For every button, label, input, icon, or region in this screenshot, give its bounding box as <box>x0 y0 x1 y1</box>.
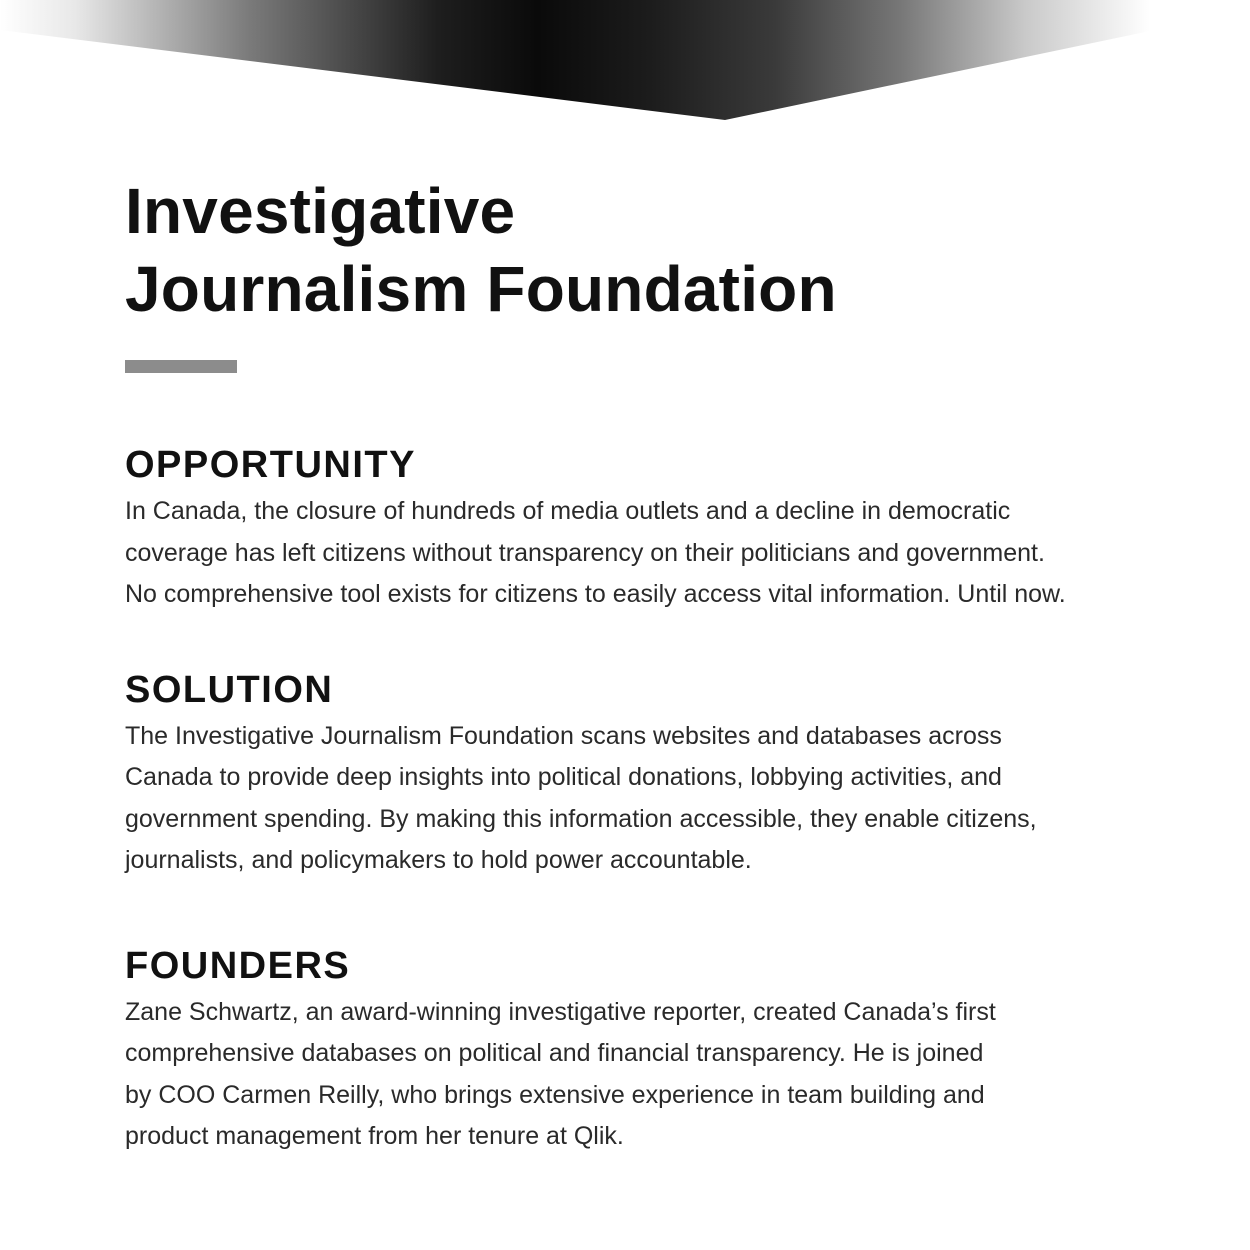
document-content <box>125 172 1155 1158</box>
title-line-2: Journalism Foundation <box>125 253 837 325</box>
section-founders <box>125 942 1155 1158</box>
body-line: In Canada, the closure of hundreds of media outlets and a decline in democratic <box>125 497 1011 525</box>
page-title <box>125 172 1155 328</box>
body-line: product management from her tenure at Qlik. <box>125 1122 624 1150</box>
section-body <box>125 992 1155 1158</box>
section-heading: FOUNDERS <box>125 944 351 987</box>
body-line: government spending. By making this information accessible, they enable citizens, <box>125 804 1037 833</box>
body-line: by COO Carmen Reilly, who brings extensive experience in team building and <box>125 1080 985 1109</box>
body-line: journalists, and policymakers to hold power accountable. <box>125 846 752 874</box>
top-gradient-banner <box>0 0 1250 120</box>
section-solution <box>125 666 1155 882</box>
body-line: comprehensive databases on political and financial transparency. He is joined <box>125 1039 984 1067</box>
body-line: No comprehensive tool exists for citizens to easily access vital information. Until now. <box>125 580 1066 608</box>
body-line: Canada to provide deep insights into political donations, lobbying activities, and <box>125 763 1002 791</box>
section-body <box>125 716 1155 882</box>
title-line-1: Investigative <box>125 175 516 247</box>
body-line: Zane Schwartz, an award-winning investigative reporter, created Canada’s first <box>125 997 996 1026</box>
section-heading: OPPORTUNITY <box>125 444 416 486</box>
section-body <box>125 491 1155 616</box>
section-opportunity <box>125 441 1155 616</box>
body-line: coverage has left citizens without transparency on their politicians and government. <box>125 538 1045 567</box>
section-heading: SOLUTION <box>125 668 334 711</box>
body-line: The Investigative Journalism Foundation scans websites and databases across <box>125 721 1002 750</box>
title-underline-rule <box>125 360 237 373</box>
